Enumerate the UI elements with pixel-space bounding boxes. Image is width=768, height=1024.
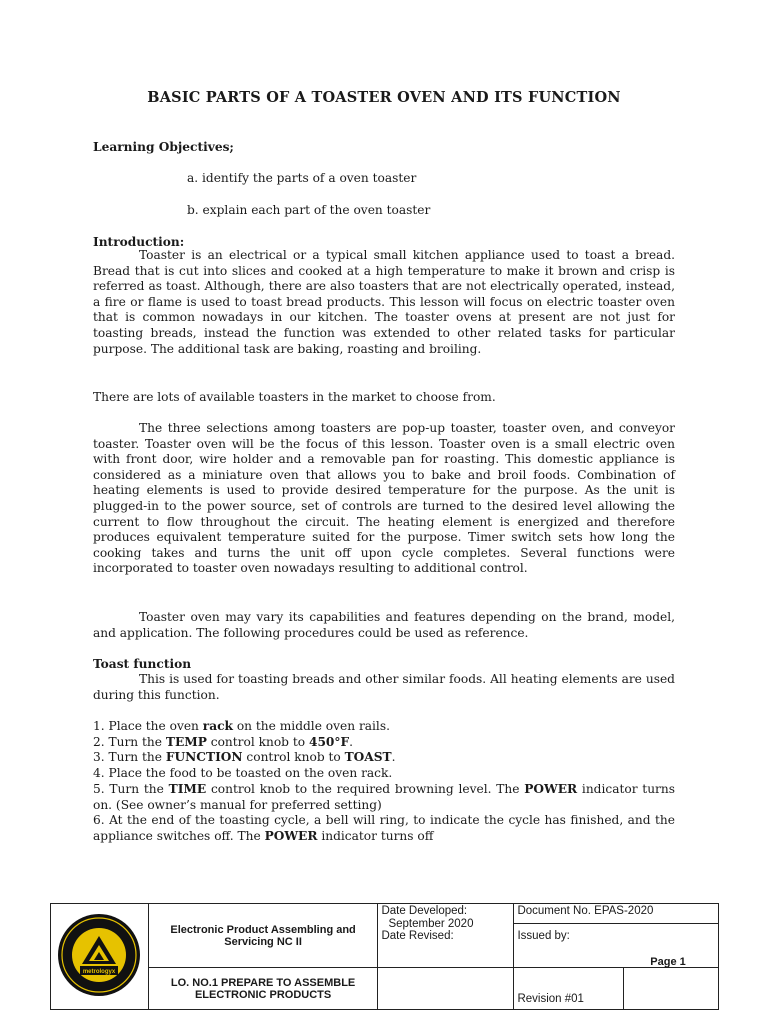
course-title: Electronic Product Assembling and Servicing NC II bbox=[170, 923, 356, 948]
intro-paragraph-2: There are lots of available toasters in the market to choose from. bbox=[93, 390, 496, 404]
date-developed: September 2020 bbox=[388, 918, 474, 930]
intro-paragraph-1: Toaster is an electrical or a typical small kitchen appliance used to toast a bread. Bread that is cut into slices and cooked at a high temperature to make it brown and crisp is referred as toast. Although, there are also toasters that are not electrically operated, instead, a fire or flame is used to toast bread products. This lesson will focus on electric toaster oven that is common nowadays in our kitchen. The toaster ovens at present are not just for toasting breads, instead the function was extended to other related tasks for particular purpose. The additional task are baking, roasting and broiling. bbox=[93, 248, 675, 356]
issued-by: Issued by: bbox=[517, 930, 570, 942]
toast-heading: Toast function bbox=[93, 657, 192, 671]
toast-step-2: 2. Turn the TEMP control knob to 450°F. bbox=[93, 735, 354, 749]
course-cell bbox=[148, 904, 378, 968]
objective-b: b. explain each part of the oven toaster bbox=[187, 203, 431, 217]
empty-cell bbox=[378, 968, 514, 1010]
intro-heading: Introduction: bbox=[93, 235, 185, 249]
document-footer bbox=[50, 903, 719, 1009]
objectives-heading: Learning Objectives; bbox=[93, 140, 234, 154]
toast-step-6: 6. At the end of the toasting cycle, a bell will ring, to indicate the cycle has finished, and the appliance switches off. The POWER indicator turns off bbox=[93, 813, 675, 843]
page-number: Page 1 bbox=[650, 956, 686, 968]
page-title: BASIC PARTS OF A TOASTER OVEN AND ITS FUNCTION bbox=[147, 89, 621, 106]
lo-cell bbox=[148, 968, 378, 1010]
toast-paragraph: This is used for toasting breads and other similar foods. All heating elements are used during this function. bbox=[93, 672, 675, 702]
revision-cell bbox=[514, 968, 624, 1010]
date-revised-label: Date Revised: bbox=[381, 930, 454, 942]
page-cell bbox=[624, 956, 719, 1010]
revision-number: Revision #01 bbox=[517, 993, 584, 1005]
institute-logo-icon bbox=[56, 912, 142, 998]
intro-paragraph-3: The three selections among toasters are pop-up toaster, toaster oven, and conveyor toaster. Toaster oven will be the focus of this lesson. Toaster oven is a small electric oven with front door, wire holder and a removable pan for roasting. This domestic appliance is considered as a miniature oven that allows you to bake and broil foods. Combination of heating elements is used to provide desired temperature for the purpose. As the unit is plugged-in to the power source, set of controls are turned to the desired level allowing the current to flow throughout the circuit. The heating element is energized and therefore produces equivalent temperature suited for the purpose. Timer switch sets how long the cooking takes and turns the unit off upon cycle completes. Several functions were incorporated to toaster oven nowadays resulting to additional control. bbox=[93, 421, 675, 576]
logo-cell bbox=[51, 904, 149, 1010]
toast-step-4: 4. Place the food to be toasted on the oven rack. bbox=[93, 766, 393, 780]
toast-step-1: 1. Place the oven rack on the middle oven rails. bbox=[93, 719, 390, 733]
document-number: Document No. EPAS-2020 bbox=[514, 904, 718, 924]
date-cell bbox=[378, 904, 514, 968]
intro-paragraph-4: Toaster oven may vary its capabilities and features depending on the brand, model, and application. The following procedures could be used as reference. bbox=[93, 610, 675, 640]
svg-text:metrologyx: metrologyx bbox=[83, 969, 116, 975]
objective-a: a. identify the parts of a oven toaster bbox=[187, 171, 417, 185]
toast-step-5: 5. Turn the TIME control knob to the required browning level. The POWER indicator turns on. (See owner’s manual for preferred setting) bbox=[93, 782, 675, 812]
date-developed-label: Date Developed: bbox=[381, 905, 468, 917]
toast-step-3: 3. Turn the FUNCTION control knob to TOAST. bbox=[93, 750, 396, 764]
lo-title: LO. NO.1 PREPARE TO ASSEMBLE ELECTRONIC PRODUCTS bbox=[170, 976, 356, 1001]
